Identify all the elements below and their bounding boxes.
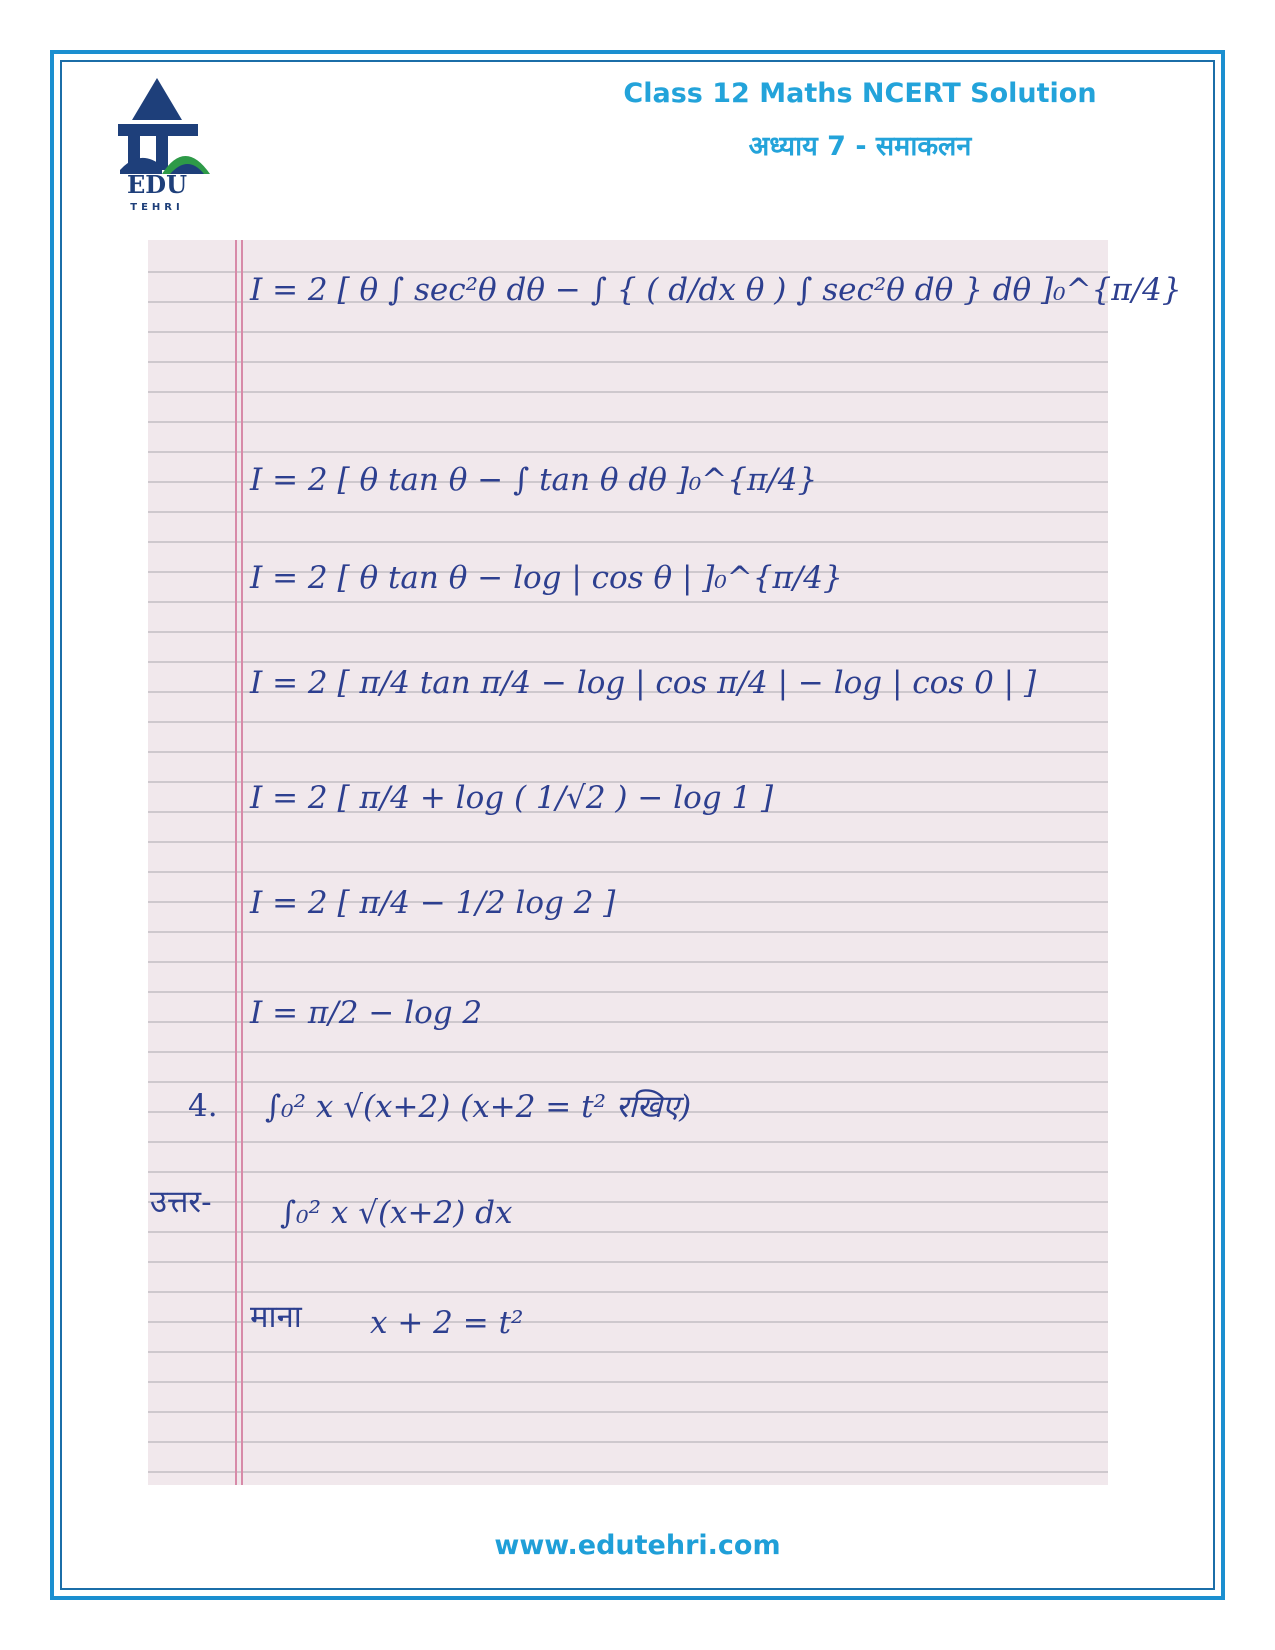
let-label: माना: [250, 1299, 302, 1335]
step-5: I = 2 [ π/4 + log ( 1/√2 ) − log 1 ]: [250, 780, 774, 816]
answer-text: ∫₀² x √(x+2) dx: [280, 1195, 513, 1231]
step-3: I = 2 [ θ tan θ − log | cos θ | ]₀^{π/4}: [250, 560, 843, 596]
logo-subtext: TEHRI: [130, 202, 184, 213]
edu-tehri-logo: [100, 78, 215, 223]
question-text: ∫₀² x √(x+2) (x+2 = t² रखिए): [265, 1089, 692, 1125]
page-title: Class 12 Maths NCERT Solution: [623, 78, 1097, 109]
let-text: x + 2 = t²: [370, 1305, 524, 1341]
answer-label: उत्तर-: [150, 1184, 212, 1220]
step-2: I = 2 [ θ tan θ − ∫ tan θ dθ ]₀^{π/4}: [250, 462, 818, 498]
chapter-subtitle: अध्याय 7 - समाकलन: [748, 131, 972, 162]
step-1: I = 2 [ θ ∫ sec²θ dθ − ∫ { ( d/dx θ ) ∫ sec²θ dθ } dθ ]₀^{π/4}: [250, 272, 1182, 308]
question-number: 4.: [188, 1088, 218, 1124]
step-7: I = π/2 − log 2: [250, 995, 483, 1031]
logo-text: EDU: [126, 170, 188, 199]
footer-url[interactable]: www.edutehri.com: [494, 1530, 781, 1561]
step-4: I = 2 [ π/4 tan π/4 − log | cos π/4 | − log | cos 0 | ]: [250, 665, 1037, 701]
step-6: I = 2 [ π/4 − 1/2 log 2 ]: [250, 885, 616, 921]
